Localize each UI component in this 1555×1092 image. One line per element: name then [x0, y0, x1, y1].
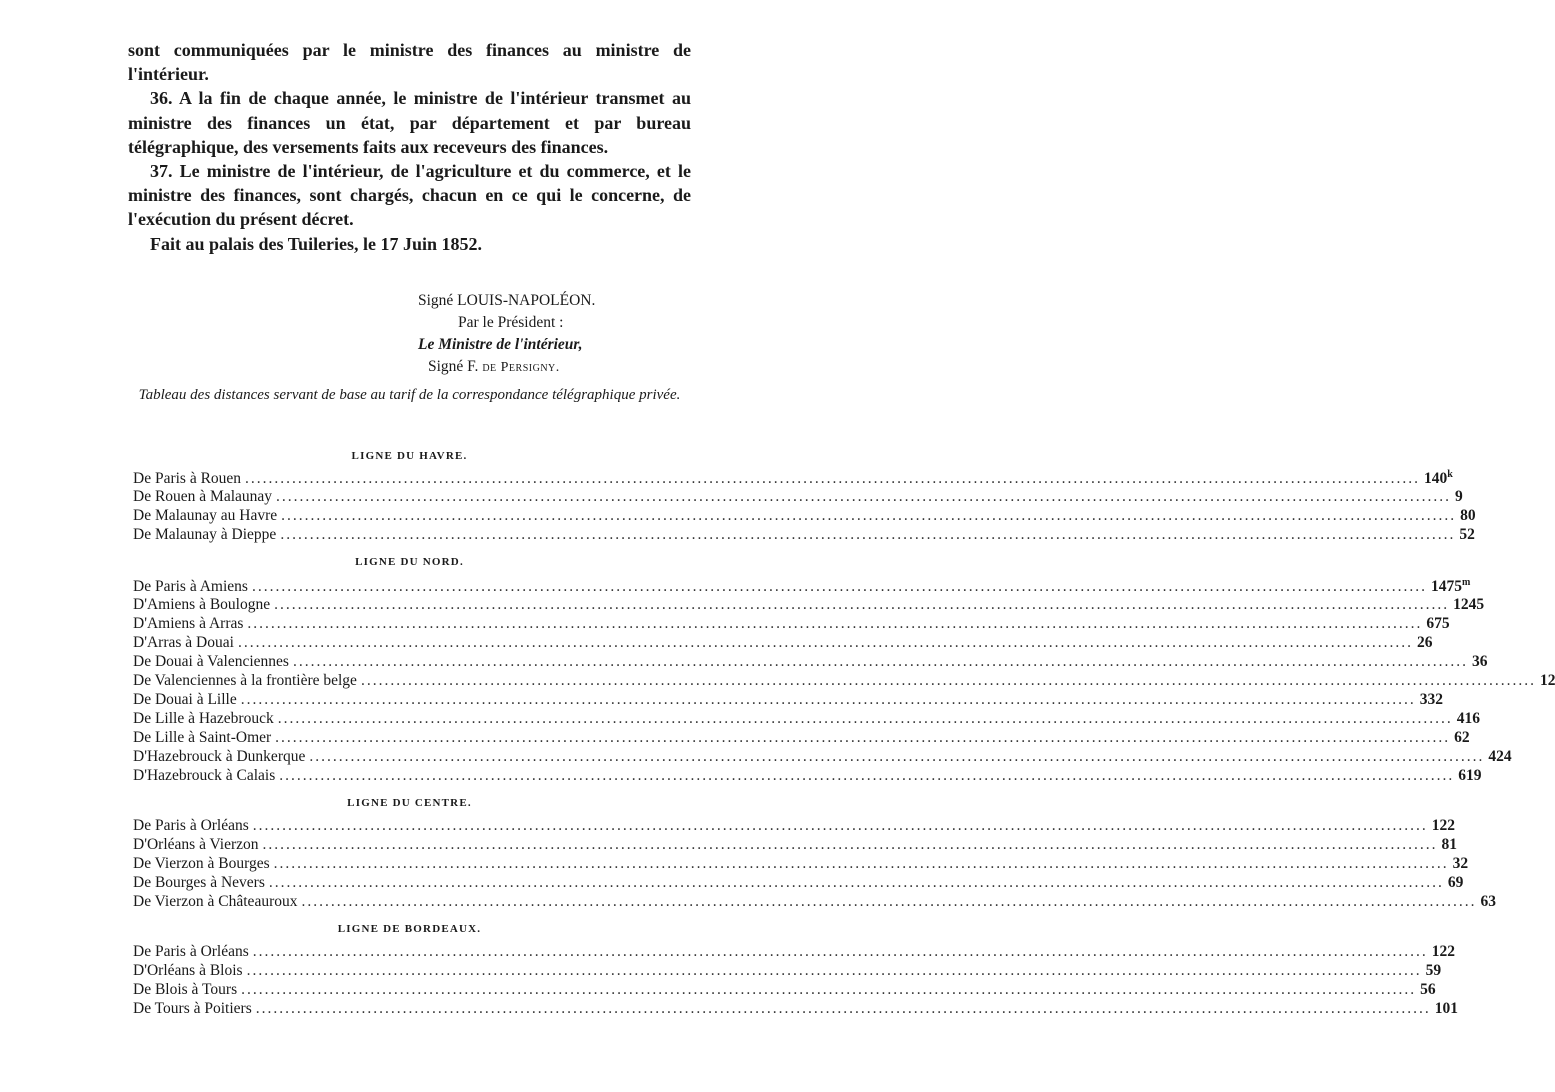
distance-km: [1426, 615, 1442, 633]
km-value: 122: [1431, 943, 1456, 960]
section-rows-nord: [133, 577, 1555, 786]
signature-emperor: Signé LOUIS-NAPOLÉON.: [418, 292, 596, 309]
distance-km: [1420, 691, 1436, 709]
dot-leader: ........................................................................................................................................................................................................: [281, 507, 1457, 524]
km-value: 59: [1425, 962, 1442, 979]
km-value: 140: [1424, 470, 1448, 488]
dot-leader: ........................................................................................................................................................................................................: [277, 710, 1453, 727]
unit-hm-marker: m: [1461, 577, 1471, 588]
dot-leader: ........................................................................................................................................................................................................: [309, 748, 1485, 765]
distance-km: [1442, 836, 1458, 854]
km-value: 36: [1471, 653, 1488, 670]
dot-leader: ........................................................................................................................................................................................................: [251, 578, 1427, 596]
route-name: D'Amiens à Boulogne: [133, 596, 271, 613]
distance-km: [1480, 893, 1496, 911]
distance-km: [1417, 634, 1433, 652]
route-name: De Douai à Lille: [133, 691, 237, 708]
route-name: De Lille à Hazebrouck: [133, 710, 274, 727]
hm-value: 2: [1435, 691, 1443, 708]
route-name: De Douai à Valenciennes: [133, 653, 289, 670]
distance-km: [1453, 596, 1476, 614]
signature-minister-title: Le Ministre de l'intérieur,: [418, 336, 583, 353]
km-value: 33: [1419, 691, 1436, 708]
distance-km: [1448, 874, 1464, 892]
section-heading-nord: LIGNE DU NORD.: [355, 556, 464, 568]
distance-hm: [1435, 691, 1443, 709]
dot-leader: ........................................................................................................................................................................................................: [280, 526, 1456, 543]
km-value: 124: [1453, 596, 1477, 613]
km-value: 26: [1416, 634, 1433, 651]
route-name: De Tours à Poitiers: [133, 1000, 252, 1017]
paragraph-continuation: sont communiquées par le ministre des finances au ministre de l'intérieur.: [128, 40, 691, 85]
distance-row: [133, 1000, 1458, 1019]
distance-km: [1540, 672, 1555, 690]
distance-row: [133, 874, 1464, 893]
km-value: 52: [1459, 526, 1475, 543]
route-name: D'Arras à Douai: [133, 634, 234, 651]
route-name: De Paris à Amiens: [133, 578, 248, 596]
signature-name: de Persigny.: [482, 360, 560, 375]
dot-leader: ........................................................................................................................................................................................................: [276, 488, 1452, 505]
km-value: 101: [1434, 1000, 1458, 1017]
km-value: 41: [1456, 710, 1473, 727]
km-value: 61: [1458, 767, 1474, 784]
distance-km: [1432, 817, 1455, 835]
dot-leader: ........................................................................................................................................................................................................: [246, 962, 1422, 979]
hm-value: 6: [1472, 710, 1480, 727]
route-name: De Valenciennes à la frontière belge: [133, 672, 357, 689]
distance-row: [133, 615, 1450, 634]
section-heading-centre: LIGNE DU CENTRE.: [347, 797, 472, 809]
distance-km: [1455, 488, 1463, 506]
distance-row: [133, 962, 1442, 981]
route-name: De Vierzon à Châteauroux: [133, 893, 298, 910]
km-value: 32: [1452, 855, 1469, 872]
section-heading-bordeaux: LIGNE DE BORDEAUX.: [337, 923, 482, 935]
route-name: De Paris à Orléans: [133, 817, 249, 834]
distance-row: [133, 981, 1436, 1000]
route-name: De Malaunay à Dieppe: [133, 526, 277, 543]
dot-leader: ........................................................................................................................................................................................................: [255, 1000, 1431, 1017]
dot-leader: ........................................................................................................................................................................................................: [252, 817, 1428, 834]
dot-leader: ........................................................................................................................................................................................................: [245, 470, 1421, 488]
distance-hm: [1476, 596, 1484, 614]
distance-km: [1420, 981, 1436, 999]
dot-leader: ........................................................................................................................................................................................................: [275, 729, 1451, 746]
route-name: De Paris à Rouen: [133, 470, 242, 488]
distance-row: [133, 855, 1469, 874]
decree-text: [128, 38, 691, 256]
km-value: 69: [1447, 874, 1464, 891]
signature-president: Par le Président :: [458, 314, 564, 331]
distance-km: [1457, 710, 1473, 728]
route-name: De Rouen à Malaunay: [133, 488, 273, 505]
signature-minister: [418, 356, 595, 379]
km-value: 67: [1426, 615, 1442, 632]
hm-value: 5: [1454, 578, 1462, 596]
distance-row: [133, 729, 1470, 748]
dot-leader: ........................................................................................................................................................................................................: [268, 874, 1444, 891]
distance-km: [1459, 526, 1475, 544]
distance-km: [1460, 507, 1476, 525]
route-name: De Lille à Saint-Omer: [133, 729, 272, 746]
distance-row: [133, 943, 1456, 962]
section-rows-havre: [133, 469, 1476, 545]
distance-hm: [1454, 577, 1470, 596]
dot-leader: ........................................................................................................................................................................................................: [241, 981, 1417, 998]
distance-hm: [1504, 748, 1512, 766]
route-name: De Malaunay au Havre: [133, 507, 278, 524]
distance-row: [133, 507, 1476, 526]
km-value: 12: [1539, 672, 1555, 689]
distance-km: [1454, 729, 1470, 747]
hm-value: 9: [1473, 767, 1482, 784]
route-name: D'Hazebrouck à Dunkerque: [133, 748, 306, 765]
distance-row: [133, 817, 1456, 836]
dot-leader: ........................................................................................................................................................................................................: [274, 596, 1450, 613]
dot-leader: ........................................................................................................................................................................................................: [262, 836, 1438, 853]
dot-leader: ........................................................................................................................................................................................................: [301, 893, 1477, 910]
dot-leader: ........................................................................................................................................................................................................: [360, 672, 1536, 689]
dot-leader: ........................................................................................................................................................................................................: [252, 943, 1428, 960]
distance-hm: [1442, 615, 1450, 633]
route-name: De Blois à Tours: [133, 981, 238, 998]
km-value: 63: [1480, 893, 1496, 910]
route-name: D'Hazebrouck à Calais: [133, 767, 276, 784]
distance-row: [133, 488, 1463, 507]
route-name: D'Amiens à Arras: [133, 615, 244, 632]
hm-value: 4: [1503, 748, 1512, 765]
distance-row: [133, 634, 1433, 653]
distance-row: [133, 893, 1496, 912]
decree-date: Fait au palais des Tuileries, le 17 Juin 1852.: [150, 233, 483, 254]
distance-row: [133, 469, 1453, 488]
km-value: 42: [1488, 748, 1504, 765]
dot-leader: ........................................................................................................................................................................................................: [279, 767, 1455, 784]
signature-block: [418, 290, 595, 379]
dot-leader: ........................................................................................................................................................................................................: [247, 615, 1423, 632]
dot-leader: ........................................................................................................................................................................................................: [292, 653, 1468, 670]
km-value: 81: [1441, 836, 1458, 853]
distance-hm: [1474, 767, 1482, 785]
hm-value: 5: [1476, 596, 1485, 613]
route-name: De Vierzon à Bourges: [133, 855, 270, 872]
distance-row: [133, 691, 1443, 710]
unit-km-marker: k: [1447, 469, 1453, 480]
km-value: 56: [1420, 981, 1436, 998]
distance-row: [133, 596, 1485, 615]
hm-value: 5: [1441, 615, 1450, 632]
signature-prefix: Signé F.: [428, 358, 479, 375]
section-heading-havre: LIGNE DU HAVRE.: [351, 450, 468, 462]
distance-row: [133, 748, 1512, 767]
distance-row: [133, 710, 1480, 729]
dot-leader: ........................................................................................................................................................................................................: [237, 634, 1413, 651]
table-title: Tableau des distances servant de base au tarif de la correspondance télégraphique privée.: [138, 387, 681, 403]
distance-km: [1424, 469, 1453, 488]
distance-row: [133, 767, 1482, 786]
article-37: 37. Le ministre de l'intérieur, de l'agriculture et du commerce, et le ministre des finances, sont chargés, chacun en ce qui le concerne, de l'exécution du présent décret.: [128, 161, 691, 230]
distance-row: [133, 672, 1555, 691]
route-name: De Bourges à Nevers: [133, 874, 265, 891]
dot-leader: ........................................................................................................................................................................................................: [273, 855, 1449, 872]
km-value: 62: [1454, 729, 1470, 746]
distance-km: [1435, 1000, 1458, 1018]
route-name: D'Orléans à Blois: [133, 962, 243, 979]
route-name: De Paris à Orléans: [133, 943, 249, 960]
distance-km: [1426, 962, 1442, 980]
distance-km: [1432, 943, 1455, 961]
km-value: 147: [1430, 578, 1455, 596]
distance-row: [133, 577, 1471, 596]
km-value: 9: [1455, 488, 1463, 505]
distance-km: [1488, 748, 1504, 766]
distance-row: [133, 526, 1475, 545]
route-name: D'Orléans à Vierzon: [133, 836, 259, 853]
distance-hm: [1472, 710, 1480, 728]
distance-km: [1431, 578, 1454, 596]
dot-leader: ........................................................................................................................................................................................................: [240, 691, 1416, 708]
km-value: 122: [1431, 817, 1456, 834]
section-rows-bordeaux: [133, 943, 1458, 1019]
distance-row: [133, 836, 1458, 855]
article-36: 36. A la fin de chaque année, le ministre de l'intérieur transmet au ministre des finances un état, par département et par bureau télégraphique, des versements faits aux receveurs des finances.: [128, 88, 691, 157]
distance-km: [1472, 653, 1488, 671]
km-value: 80: [1460, 507, 1476, 524]
distance-km: [1458, 767, 1474, 785]
distance-km: [1453, 855, 1469, 873]
distance-row: [133, 653, 1488, 672]
section-rows-centre: [133, 817, 1496, 912]
